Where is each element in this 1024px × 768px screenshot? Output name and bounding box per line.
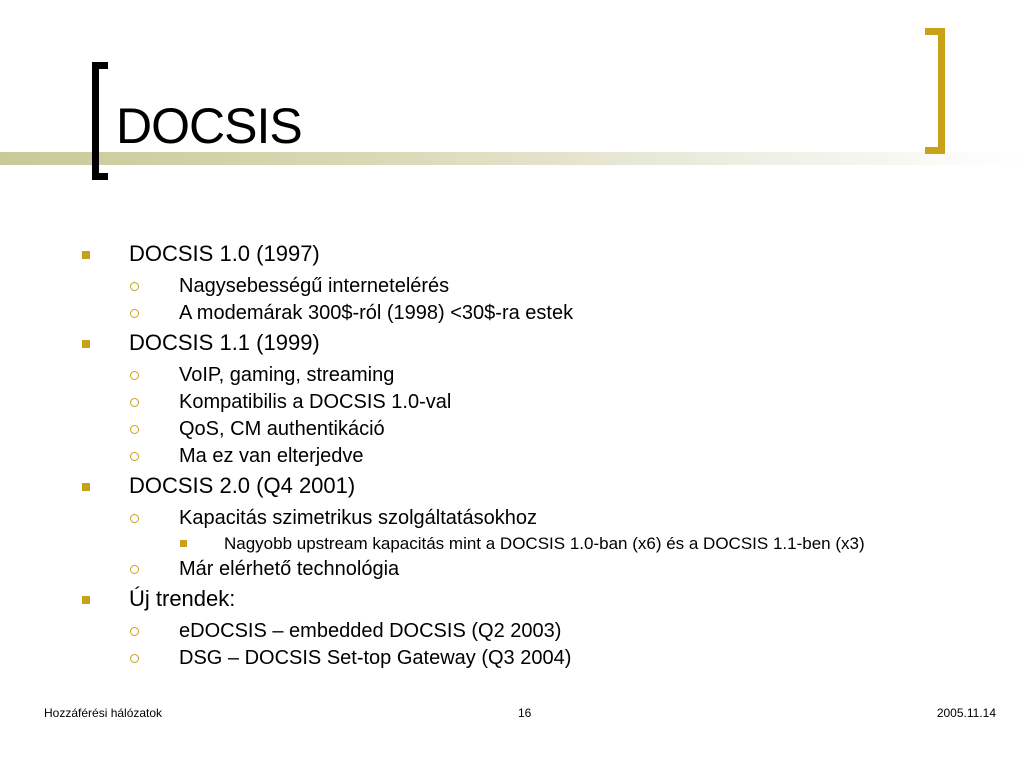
bullet-item [0, 505, 1024, 532]
bullet-item [0, 645, 1024, 672]
bullet-text: Nagyobb upstream kapacitás mint a DOCSIS 1.0-ban (x6) és a DOCSIS 1.1-ben (x3) [224, 534, 865, 553]
bullet-item [0, 470, 1024, 505]
bullet-text: Már elérhető technológia [179, 558, 400, 580]
circle-bullet-icon [130, 371, 139, 380]
square-bullet-icon [82, 483, 90, 491]
circle-bullet-icon [130, 565, 139, 574]
bullet-item [0, 327, 1024, 362]
bullet-text: Új trendek: [129, 586, 236, 611]
circle-bullet-icon [130, 309, 139, 318]
right-bracket-decoration [925, 28, 945, 154]
bullet-text: VoIP, gaming, streaming [179, 364, 395, 386]
left-bracket-decoration [92, 62, 108, 180]
bullet-item [0, 300, 1024, 327]
bullet-item [0, 238, 1024, 273]
bullet-text: eDOCSIS – embedded DOCSIS (Q2 2003) [179, 620, 562, 642]
bullet-list [0, 238, 1024, 672]
circle-bullet-icon [130, 514, 139, 523]
bullet-text: DOCSIS 1.0 (1997) [129, 241, 320, 266]
footer-page-number: 16 [518, 706, 532, 720]
bullet-text: A modemárak 300$-ról (1998) <30$-ra estek [179, 302, 574, 324]
circle-bullet-icon [130, 627, 139, 636]
bullet-text: Kompatibilis a DOCSIS 1.0-val [179, 391, 452, 413]
square-bullet-icon [82, 251, 90, 259]
bullet-item [0, 273, 1024, 300]
bullet-text: DSG – DOCSIS Set-top Gateway (Q3 2004) [179, 647, 572, 669]
bullet-item [0, 389, 1024, 416]
square-bullet-icon [82, 340, 90, 348]
slide-title: DOCSIS [116, 98, 302, 154]
bullet-item [0, 362, 1024, 389]
bullet-item [0, 443, 1024, 470]
small-square-bullet-icon [180, 540, 187, 547]
circle-bullet-icon [130, 654, 139, 663]
bullet-text: Ma ez van elterjedve [179, 445, 364, 467]
bullet-item [0, 583, 1024, 618]
bullet-text: DOCSIS 1.1 (1999) [129, 330, 320, 355]
circle-bullet-icon [130, 452, 139, 461]
circle-bullet-icon [130, 282, 139, 291]
bullet-text: Nagysebességű internetelérés [179, 275, 450, 297]
bullet-item [0, 556, 1024, 583]
bullet-text: QoS, CM authentikáció [179, 418, 385, 440]
bullet-text: Kapacitás szimetrikus szolgáltatásokhoz [179, 507, 537, 529]
footer-date: 2005.11.14 [936, 706, 996, 720]
bullet-item [0, 416, 1024, 443]
footer-course-name: Hozzáférési hálózatok [44, 706, 163, 720]
bullet-item [0, 532, 1024, 556]
circle-bullet-icon [130, 398, 139, 407]
bullet-text: DOCSIS 2.0 (Q4 2001) [129, 473, 356, 498]
bullet-item [0, 618, 1024, 645]
square-bullet-icon [82, 596, 90, 604]
circle-bullet-icon [130, 425, 139, 434]
